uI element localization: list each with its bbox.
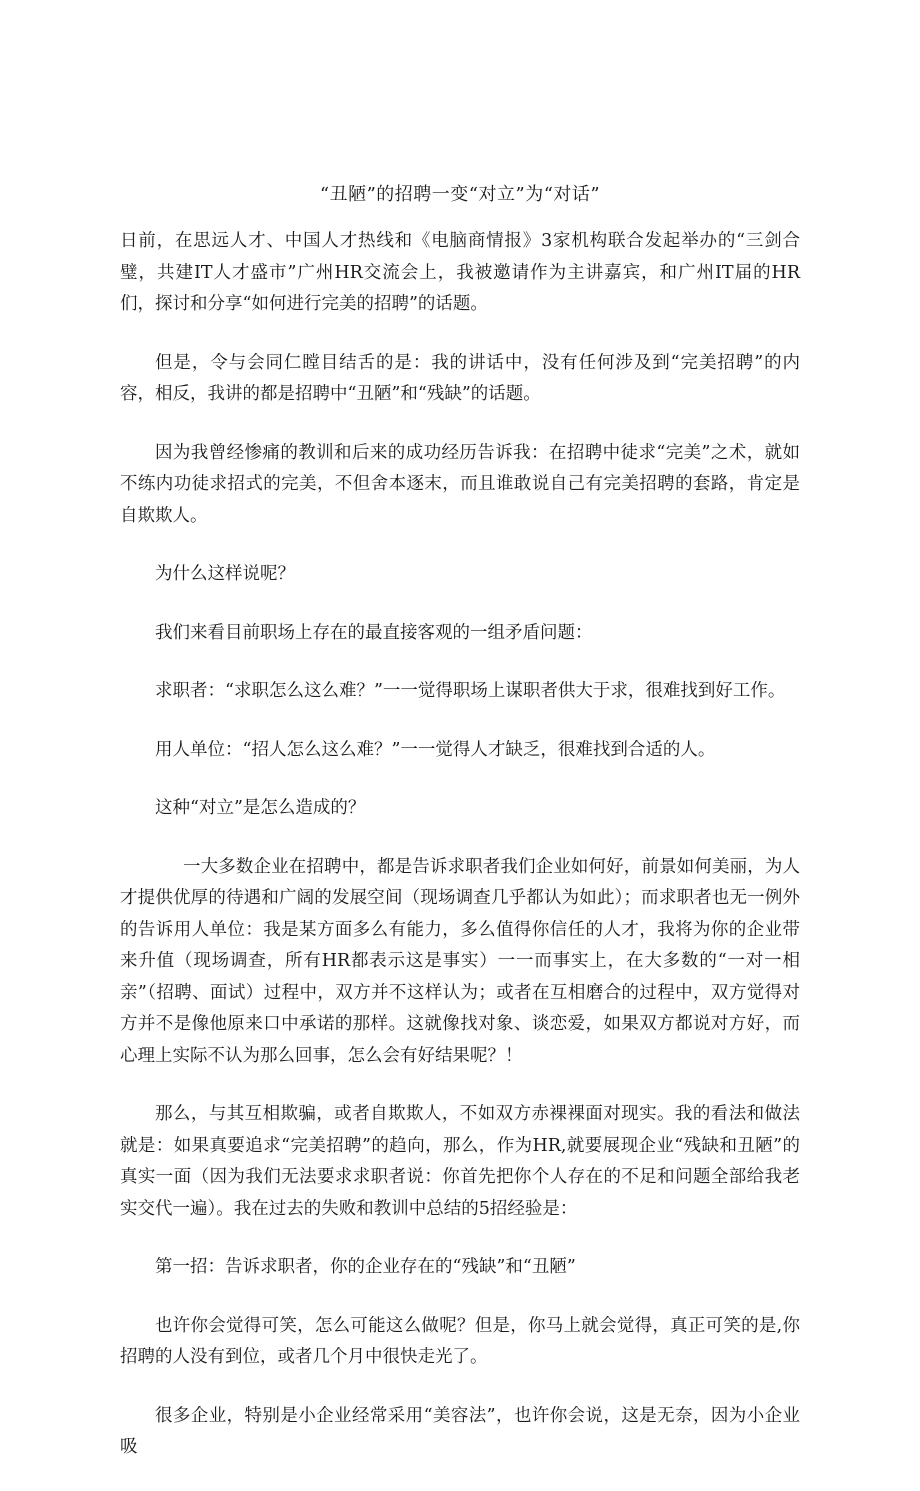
paragraph: 因为我曾经惨痛的教训和后来的成功经历告诉我：在招聘中徒求“完美”之术，就如不练内功徒求招式的完美，不但舍本逐末，而且谁敢说自己有完美招聘的套路，肯定是自欺欺人。 <box>120 442 800 526</box>
paragraph: 用人单位：“招人怎么这么难？”一一觉得人才缺乏，很难找到合适的人。 <box>155 739 716 760</box>
paragraph: 日前，在思远人才、中国人才热线和《电脑商情报》3家机构联合发起举办的“三剑合璧，共建IT人才盛市”广州HR交流会上，我被邀请作为主讲嘉宾，和广州IT届的HR们，探讨和分享“如何进行完美的招聘”的话题。 <box>120 231 800 314</box>
paragraph: 这种“对立”是怎么造成的？ <box>155 798 366 818</box>
paragraph: 第一招：告诉求职者，你的企业存在的“残缺”和“丑陋” <box>155 1257 576 1277</box>
paragraph: 但是，令与会同仁瞠目结舌的是：我的讲话中，没有任何涉及到“完美招聘”的内容，相反，我讲的都是招聘中“丑陋”和“残缺”的话题。 <box>120 352 800 404</box>
paragraph: 一大多数企业在招聘中，都是告诉求职者我们企业如何好，前景如何美丽，为人才提供优厚的待遇和广阔的发展空间（现场调查几乎都认为如此）；而求职者也无一例外的告诉用人单位：我是某方面多么有能力，多么值得你信任的人才，我将为你的企业带来升值（现场调查，所有HR都表示这是事实）一一而事实上，在大多数的“一对一相亲”（招聘、面试）过程中，双方并不这样认为；或者在互相磨合的过程中，双方觉得对方并不是像他原来口中承诺的那样。这就像找对象、谈恋爱，如果双方都说对方好，而心理上实际不认为那么回事，怎么会有好结果呢？！ <box>120 856 800 1066</box>
paragraph: 为什么这样说呢？ <box>155 564 295 584</box>
paragraph: 我们来看目前职场上存在的最直接客观的一组矛盾问题： <box>155 622 593 643</box>
paragraph: 也许你会觉得可笑，怎么可能这么做呢？但是，你马上就会觉得，真正可笑的是,你招聘的人没有到位，或者几个月中很快走光了。 <box>120 1315 800 1367</box>
document-title: “丑陋”的招聘一变“对立”为“对话” <box>319 184 601 205</box>
paragraph: 那么，与其互相欺骗，或者自欺欺人，不如双方赤裸裸面对现实。我的看法和做法就是：如果真要追求“完美招聘”的趋向，那么，作为HR,就要展现企业“残缺和丑陋”的真实一面（因为我们无法要求求职者说：你首先把你个人存在的不足和问题全部给我老实交代一遍）。我在过去的失败和教训中总结的5招经验是： <box>120 1104 800 1219</box>
paragraph: 很多企业，特别是小企业经常采用“美容法”，也许你会说，这是无奈，因为小企业吸 <box>120 1405 800 1457</box>
paragraph: 求职者：“求职怎么这么难？”一一觉得职场上谋职者供大于求，很难找到好工作。 <box>155 681 786 701</box>
